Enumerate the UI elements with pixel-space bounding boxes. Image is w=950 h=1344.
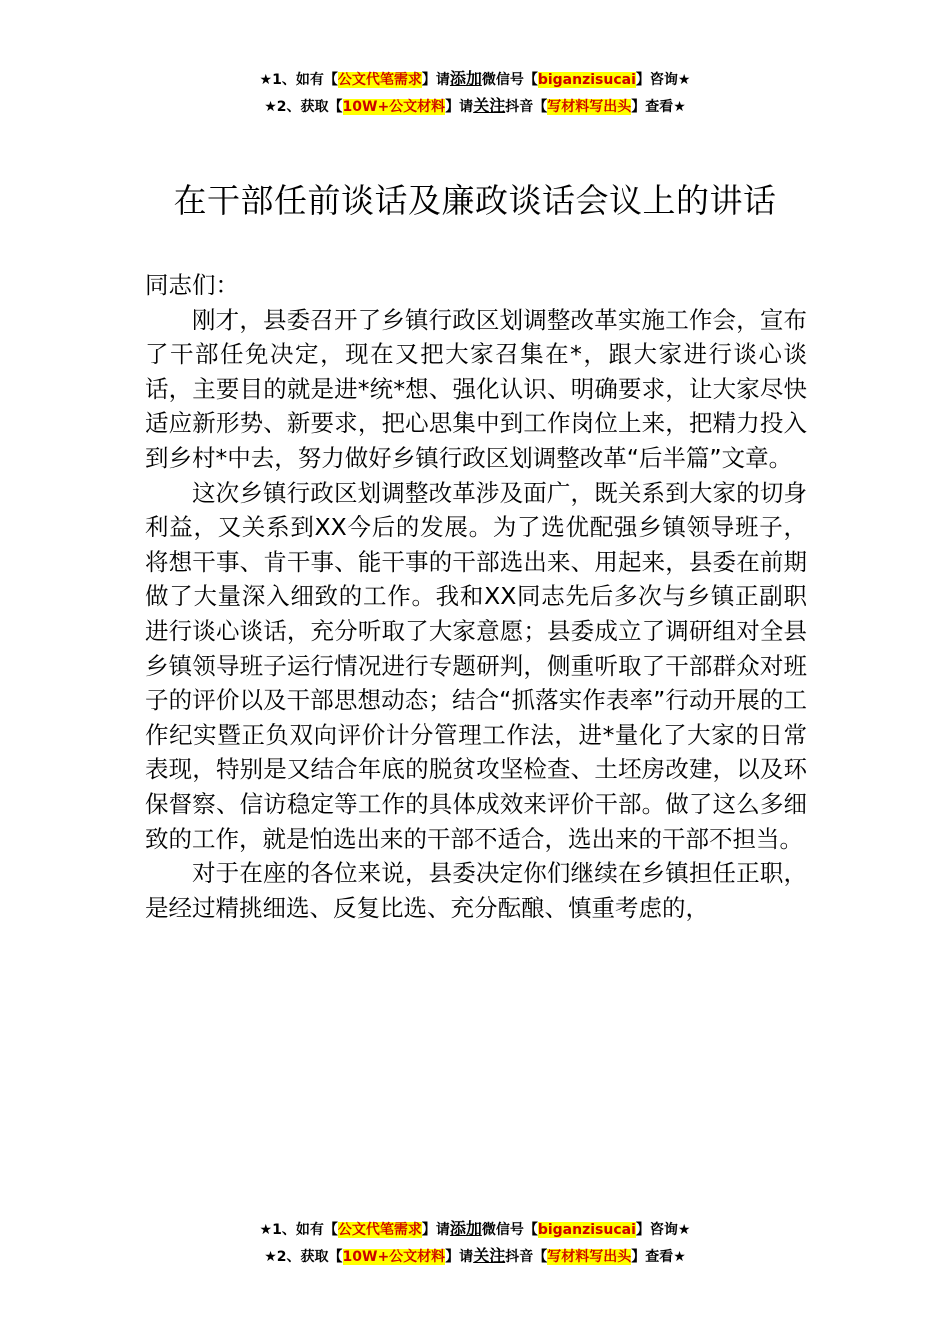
banner-text: 微信号【	[481, 1222, 538, 1238]
banner-highlight: 10W+公文材料	[342, 1249, 446, 1265]
banner-highlight: 10W+公文材料	[342, 99, 446, 115]
banner-emphasis: 关注	[473, 96, 506, 115]
banner-text: 抖音【	[505, 99, 548, 115]
banner-text: 】查看★	[631, 1249, 686, 1265]
banner-text: ★1、如有【	[259, 1222, 338, 1238]
banner-text: 】请	[421, 1222, 450, 1238]
banner-highlight: biganzisucai	[537, 1222, 636, 1238]
banner-emphasis: 添加	[449, 69, 482, 88]
banner-highlight: biganzisucai	[537, 72, 636, 88]
banner-text: 】咨询★	[635, 72, 691, 88]
document-body	[145, 268, 807, 925]
footer-banner	[0, 1216, 950, 1270]
banner-text: ★2、获取【	[264, 1249, 343, 1265]
banner-text: 】请	[445, 1249, 474, 1265]
banner-line-2	[0, 1243, 950, 1270]
banner-highlight: 写材料写出头	[547, 99, 632, 115]
paragraph: 对于在座的各位来说，县委决定你们继续在乡镇担任正职，是经过精挑细选、反复比选、充分酝酿、慎重考虑的，	[145, 859, 807, 922]
banner-text: ★1、如有【	[259, 72, 338, 88]
banner-emphasis: 关注	[473, 1246, 506, 1265]
banner-highlight: 写材料写出头	[547, 1249, 632, 1265]
banner-line-2	[0, 93, 950, 120]
banner-text: 】查看★	[631, 99, 686, 115]
banner-text: 微信号【	[481, 72, 538, 88]
header-banner	[0, 66, 950, 120]
paragraph: 这次乡镇行政区划调整改革涉及面广，既关系到大家的切身利益，又关系到XX今后的发展。为了选优配强乡镇领导班子，将想干事、肯干事、能干事的干部选出来、用起来，县委在前期做了大量深入细致的工作。我和XX同志先后多次与乡镇正副职进行谈心谈话，充分听取了大家意愿；县委成立了调研组对全县乡镇领导班子运行情况进行专题研判，侧重听取了干部群众对班子的评价以及干部思想动态；结合“抓落实作表率”行动开展的工作纪实暨正负双向评价计分管理工作法，进*量化了大家的日常表现，特别是又结合年底的脱贫攻坚检查、土坯房改建，以及环保督察、信访稳定等工作的具体成效来评价干部。做了这么多细致的工作，就是怕选出来的干部不适合，选出来的干部不担当。	[145, 478, 807, 853]
banner-text: 】请	[445, 99, 474, 115]
salutation: 同志们：	[145, 271, 239, 299]
banner-text: 】咨询★	[635, 1222, 691, 1238]
banner-emphasis: 添加	[449, 1219, 482, 1238]
banner-text: 】请	[421, 72, 450, 88]
document-title: 在干部任前谈话及廉政谈话会议上的讲话	[173, 181, 777, 220]
banner-highlight: 公文代笔需求	[337, 72, 422, 88]
paragraph: 刚才，县委召开了乡镇行政区划调整改革实施工作会，宣布了干部任免决定，现在又把大家召集在*，跟大家进行谈心谈话，主要目的就是进*统*想、强化认识、明确要求，让大家尽快适应新形势、新要求，把心思集中到工作岗位上来，把精力投入到乡村*中去，努力做好乡镇行政区划调整改革“后半篇”文章。	[145, 305, 807, 472]
banner-line-1	[0, 1216, 950, 1243]
banner-text: ★2、获取【	[264, 99, 343, 115]
banner-line-1	[0, 66, 950, 93]
banner-highlight: 公文代笔需求	[337, 1222, 422, 1238]
banner-text: 抖音【	[505, 1249, 548, 1265]
